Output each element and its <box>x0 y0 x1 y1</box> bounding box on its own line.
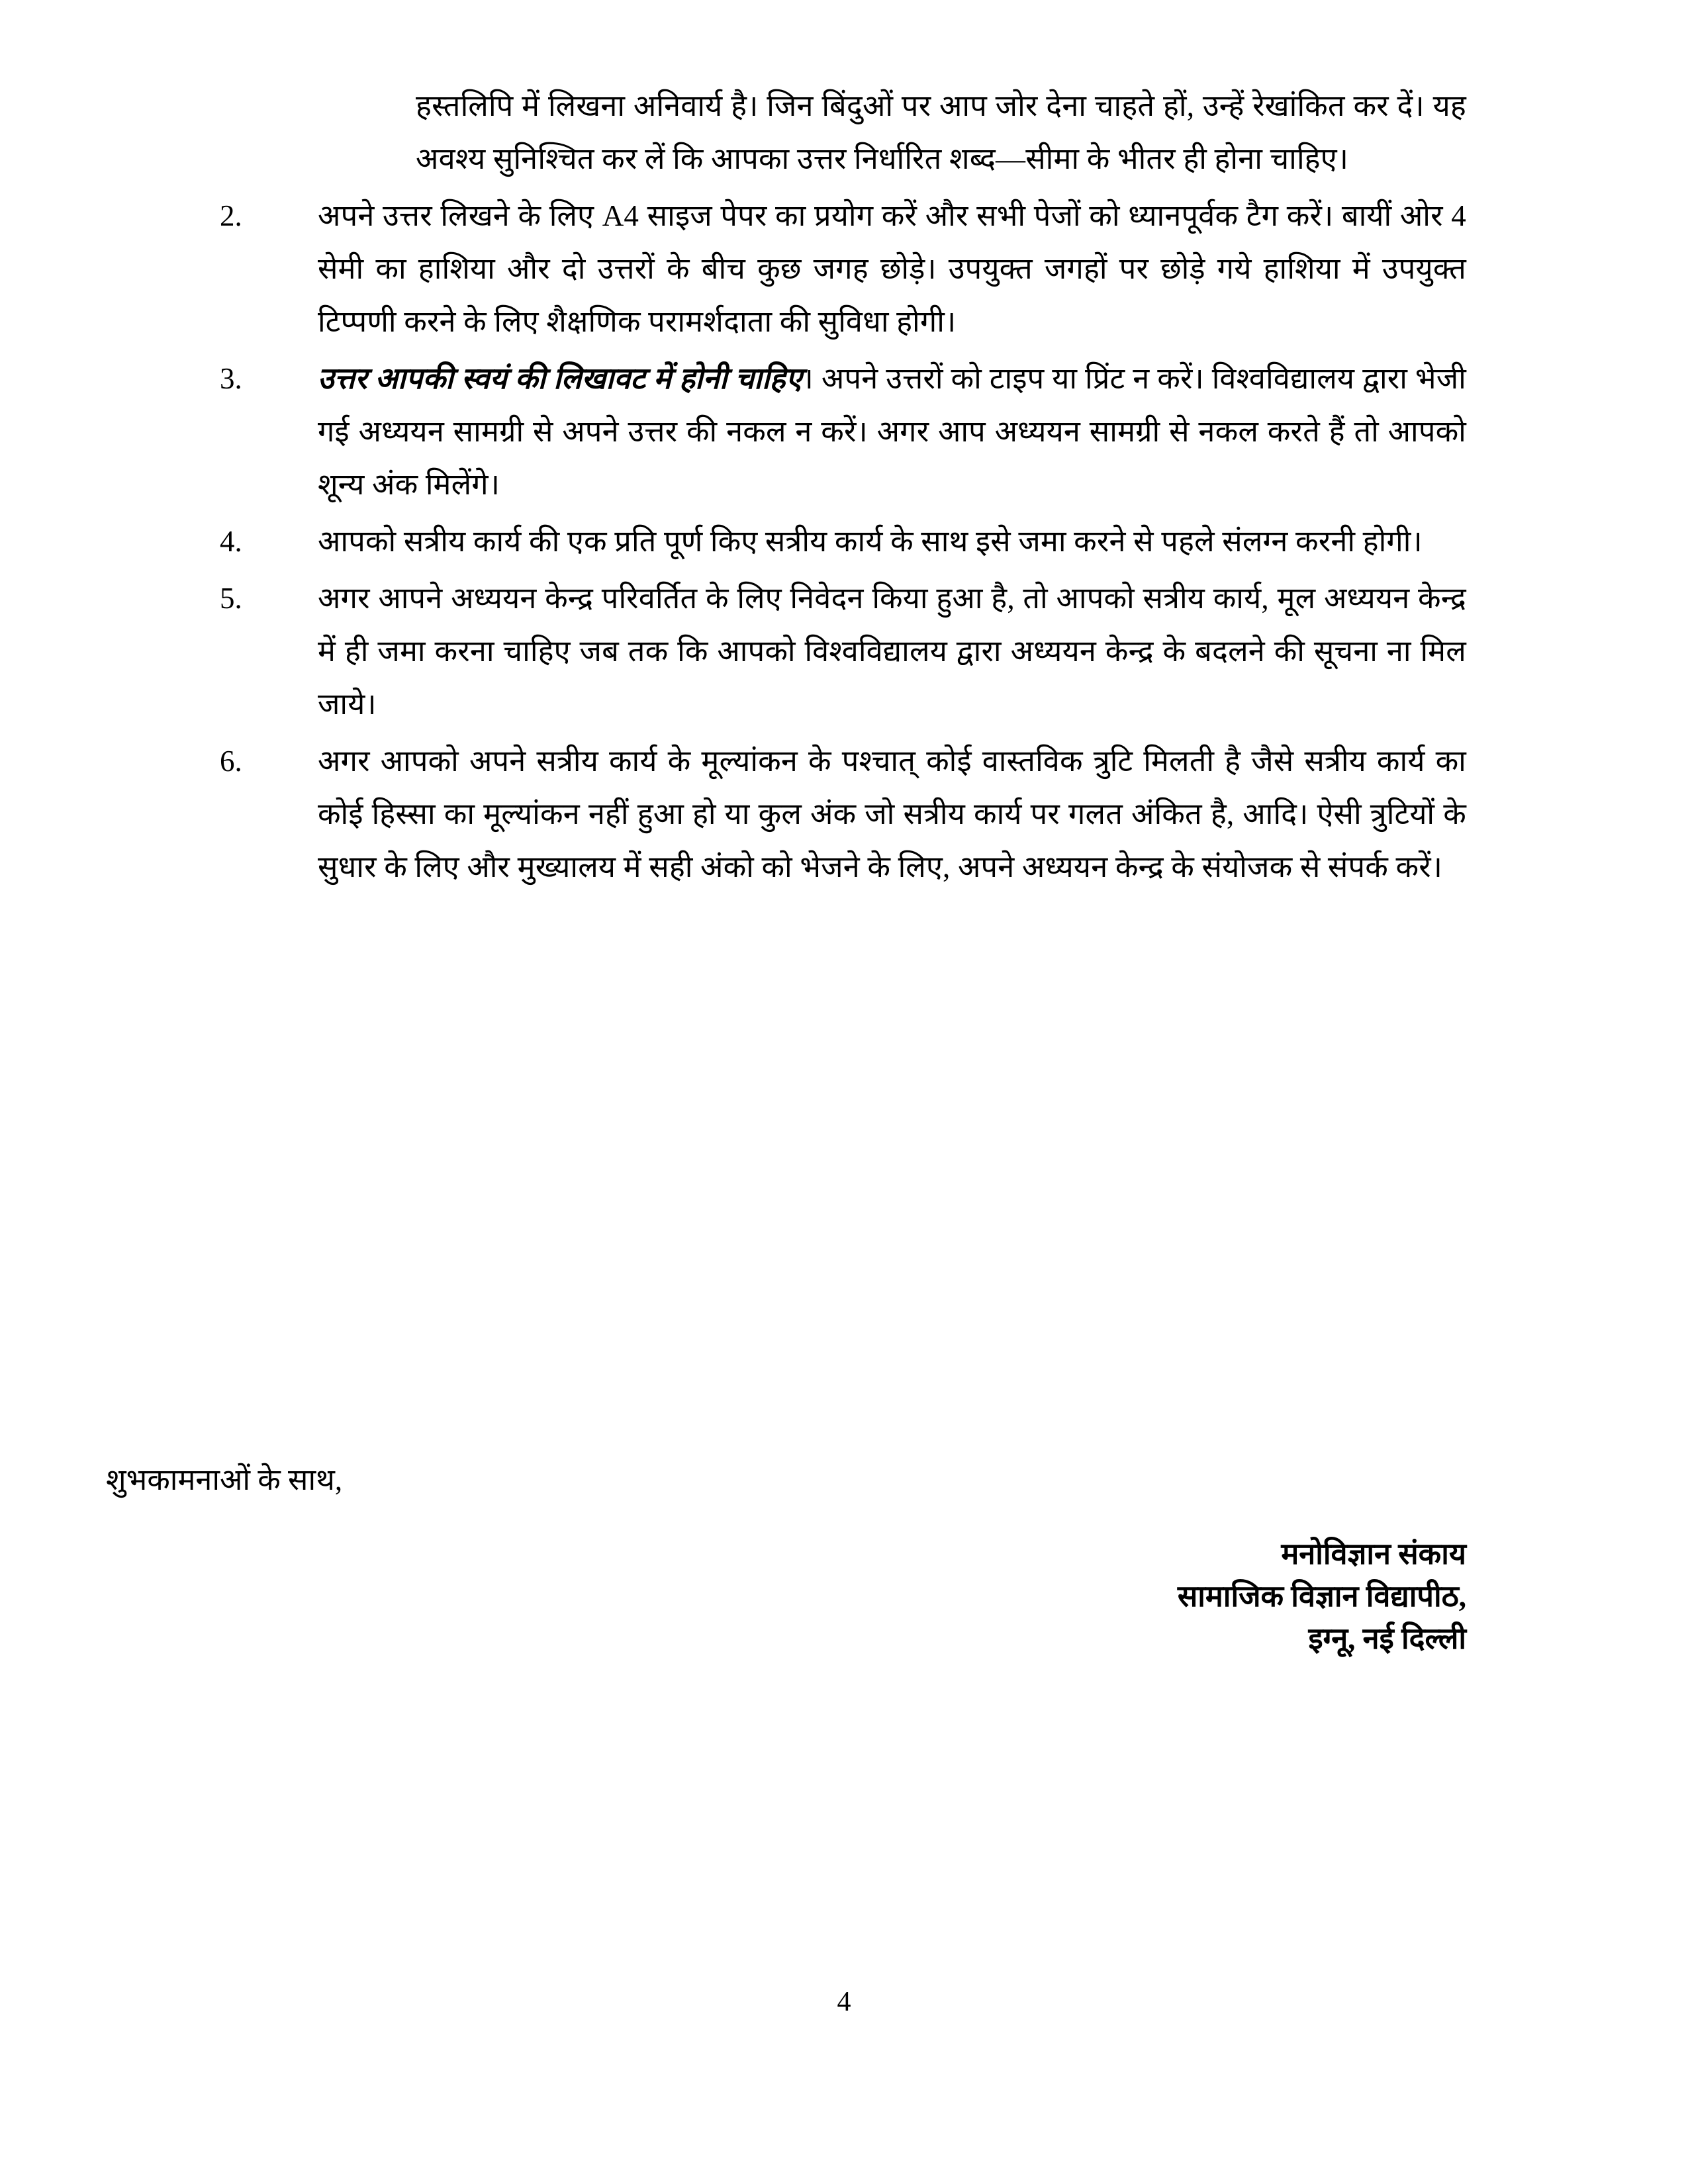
page-number: 4 <box>837 1987 851 2017</box>
list-item-text <box>318 352 1466 511</box>
list-item-text: अगर आपको अपने सत्रीय कार्य के मूल्यांकन के पश्चात् कोई वास्तविक त्रुटि मिलती है जैसे सत्रीय कार्य का कोई हिस्सा का मूल्यांकन नहीं हुआ हो या कुल अंक जो सत्रीय कार्य पर गलत अंकित है, आदि। ऐसी त्रुटियों के सुधार के लिए और मुख्यालय में सही अंको को भेजने के लिए, अपने अध्ययन केन्द्र के संयोजक से संपर्क करें। <box>318 745 1466 884</box>
closing-salutation: शुभकामनाओं के साथ, <box>106 1463 343 1496</box>
list-item-text: अपने उत्तर लिखने के लिए A4 साइज पेपर का प्रयोग करें और सभी पेजों को ध्यानपूर्वक टैग करें। बायीं ओर 4 सेमी का हाशिया और दो उत्तरों के बीच कुछ जगह छोड़े। उपयुक्त जगहों पर छोड़े गये हाशिया में उपयुक्त टिप्पणी करने के लिए शैक्षणिक परामर्शदाता की सुविधा होगी। <box>318 199 1467 338</box>
list-item-6 <box>218 735 1466 893</box>
list-item-2 <box>218 189 1466 348</box>
signature-school: सामाजिक विज्ञान विद्यापीठ, <box>1177 1580 1466 1613</box>
list-item-number: 2. <box>220 199 242 232</box>
list-item-number: 4. <box>220 525 242 558</box>
list-item-number: 5. <box>220 582 242 615</box>
signature-faculty: मनोविज्ञान संकाय <box>1281 1537 1466 1570</box>
page-content <box>218 79 1466 893</box>
list-item-3 <box>218 352 1466 511</box>
list-item-text: अगर आपने अध्ययन केन्द्र परिवर्तित के लिए निवेदन किया हुआ है, तो आपको सत्रीय कार्य, मूल अध्ययन केन्द्र में ही जमा करना चाहिए जब तक कि आपको विश्वविद्यालय द्वारा अध्ययन केन्द्र के बदलने की सूचना ना मिल जाये। <box>318 582 1466 721</box>
signature-university: इग्नू, नई दिल्ली <box>1308 1622 1466 1655</box>
list-item-text: आपको सत्रीय कार्य की एक प्रति पूर्ण किए सत्रीय कार्य के साथ इसे जमा करने से पहले संलग्न करनी होगी। <box>318 525 1423 558</box>
list-item-remainder: । अपने उत्तरों को टाइप या प्रिंट न करें। विश्वविद्यालय द्वारा भेजी गई अध्ययन सामग्री से अपने उत्तर की नकल न करें। अगर आप अध्ययन सामग्री से नकल करते हैं तो आपको शून्य अंक मिलेंगे। <box>318 362 1466 501</box>
lead-paragraph: हस्तलिपि में लिखना अनिवार्य है। जिन बिंदुओं पर आप जोर देना चाहते हों, उन्हें रेखांकित कर दें। यह अवश्य सुनिश्चित कर लें कि आपका उत्तर निर्धारित शब्द—सीमा के भीतर ही होना चाहिए। <box>416 89 1466 175</box>
emphasized-phrase: उत्तर आपकी स्वयं की लिखावट में होनी चाहिए <box>318 362 802 395</box>
signature-block <box>1178 1533 1466 1660</box>
list-item-number: 3. <box>220 362 242 395</box>
list-item-4 <box>218 515 1466 568</box>
list-item-number: 6. <box>220 745 242 778</box>
list-item-5 <box>218 572 1466 731</box>
